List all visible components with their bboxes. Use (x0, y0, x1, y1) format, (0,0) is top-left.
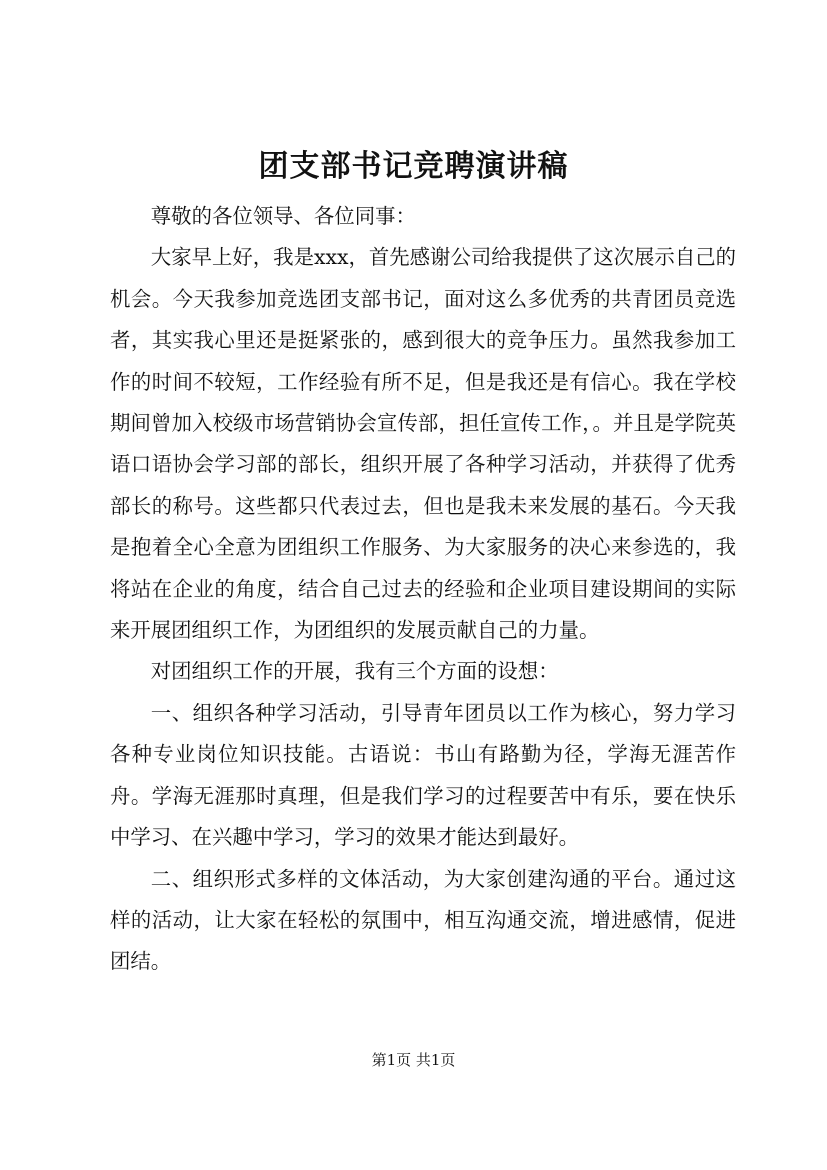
document-title: 团支部书记竞聘演讲稿 (258, 149, 569, 184)
intro-paragraph: 大家早上好，我是xxx，首先感谢公司给我提供了这次展示自己的机会。今天我参加竞选团支部书记，面对这么多优秀的共青团员竞选者，其实我心里还是挺紧张的，感到很大的竞争压力。虽然我参加工作的时间不较短，工作经验有所不足，但是我还是有信心。我在学校期间曾加入校级市场营销协会宣传部，担任宣传工作，。并且是学院英语口语协会学习部的部长，组织开展了各种学习活动，并获得了优秀部长的称号。这些都只代表过去，但也是我未来发展的基石。今天我是抱着全心全意为团组织工作服务、为大家服务的决心来参选的，我将站在企业的角度，结合自己过去的经验和企业项目建设期间的实际来开展团组织工作，为团组织的发展贡献自己的力量。 (110, 245, 736, 643)
document-body (110, 196, 736, 983)
plan-item-1-paragraph: 一、组织各种学习活动，引导青年团员以工作为核心，努力学习各种专业岗位知识技能。古语说：书山有路勤为径，学海无涯苦作舟。学海无涯那时真理，但是我们学习的过程要苦中有乐，要在快乐中学习、在兴趣中学习，学习的效果才能达到最好。 (110, 700, 736, 850)
plan-intro-paragraph: 对团组织工作的开展，我有三个方面的设想： (150, 659, 559, 684)
plan-item-2-paragraph: 二、组织形式多样的文体活动，为大家创建沟通的平台。通过这样的活动，让大家在轻松的氛围中，相互沟通交流，增进感情，促进团结。 (110, 866, 736, 974)
salutation-paragraph: 尊敬的各位领导、各位同事： (150, 204, 416, 228)
page-footer: 第1页 共1页 (371, 1051, 456, 1069)
